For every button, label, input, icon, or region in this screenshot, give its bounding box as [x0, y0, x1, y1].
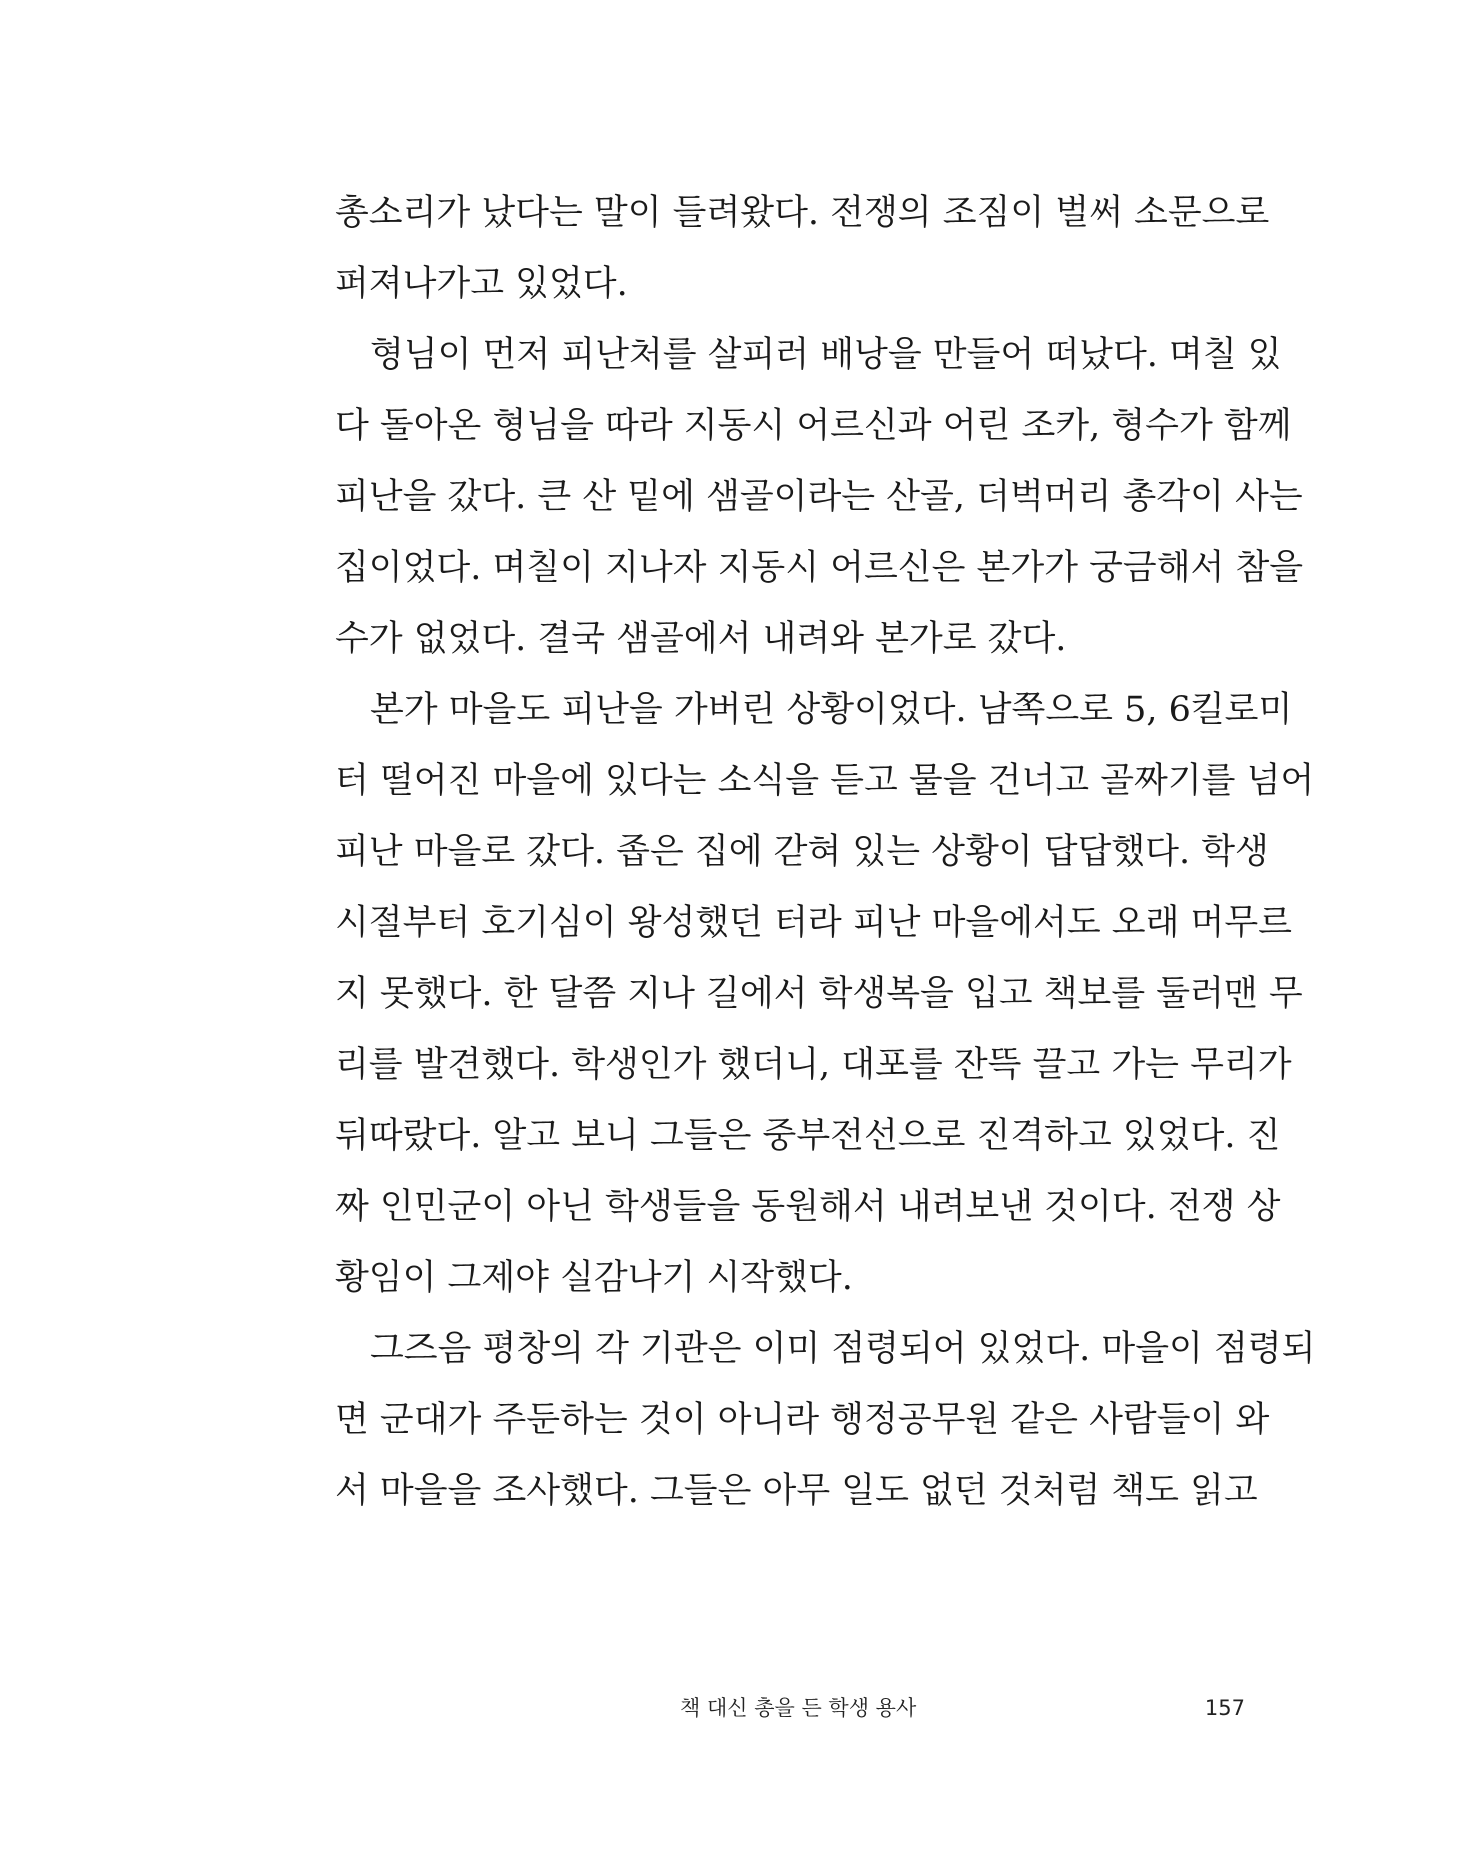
- text-line: 짜 인민군이 아닌 학생들을 동원해서 내려보낸 것이다. 전쟁 상: [335, 1187, 1281, 1227]
- text-line: 수가 없었다. 결국 샘골에서 내려와 본가로 갔다.: [335, 619, 1067, 659]
- text-line: 뒤따랐다. 알고 보니 그들은 중부전선으로 진격하고 있었다. 진: [335, 1116, 1281, 1156]
- text-line: 시절부터 호기심이 왕성했던 터라 피난 마을에서도 오래 머무르: [335, 903, 1292, 943]
- page-footer: [0, 1688, 1457, 1728]
- body-text: [335, 178, 1316, 1527]
- text-line: 지 못했다. 한 달쯤 지나 길에서 학생복을 입고 책보를 둘러맨 무: [335, 974, 1303, 1014]
- text-line: 집이었다. 며칠이 지나자 지동시 어르신은 본가가 궁금해서 참을: [335, 548, 1304, 588]
- text-line: 그즈음 평창의 각 기관은 이미 점령되어 있었다. 마을이 점령되: [370, 1329, 1316, 1369]
- text-line: 퍼져나가고 있었다.: [335, 264, 628, 304]
- text-line: 터 떨어진 마을에 있다는 소식을 듣고 물을 건너고 골짜기를 넘어: [335, 761, 1315, 801]
- text-line: 형님이 먼저 피난처를 살피러 배낭을 만들어 떠났다. 며칠 있: [370, 335, 1282, 375]
- page-number: 157: [1204, 1696, 1245, 1720]
- text-line: 면 군대가 주둔하는 것이 아니라 행정공무원 같은 사람들이 와: [335, 1400, 1270, 1440]
- text-line: 총소리가 났다는 말이 들려왔다. 전쟁의 조짐이 벌써 소문으로: [335, 193, 1270, 233]
- text-line: 황임이 그제야 실감나기 시작했다.: [335, 1258, 853, 1298]
- text-line: 다 돌아온 형님을 따라 지동시 어르신과 어린 조카, 형수가 함께: [335, 406, 1292, 446]
- text-line: 서 마을을 조사했다. 그들은 아무 일도 없던 것처럼 책도 읽고: [335, 1471, 1258, 1511]
- text-line: 본가 마을도 피난을 가버린 상황이었다. 남쪽으로 5, 6킬로미: [370, 690, 1293, 730]
- text-line: 피난 마을로 갔다. 좁은 집에 갇혀 있는 상황이 답답했다. 학생: [335, 832, 1269, 872]
- text-line: 피난을 갔다. 큰 산 밑에 샘골이라는 산골, 더벅머리 총각이 사는: [335, 477, 1303, 517]
- running-title: 책 대신 총을 든 학생 용사: [680, 1696, 917, 1720]
- text-line: 리를 발견했다. 학생인가 했더니, 대포를 잔뜩 끌고 가는 무리가: [335, 1045, 1292, 1085]
